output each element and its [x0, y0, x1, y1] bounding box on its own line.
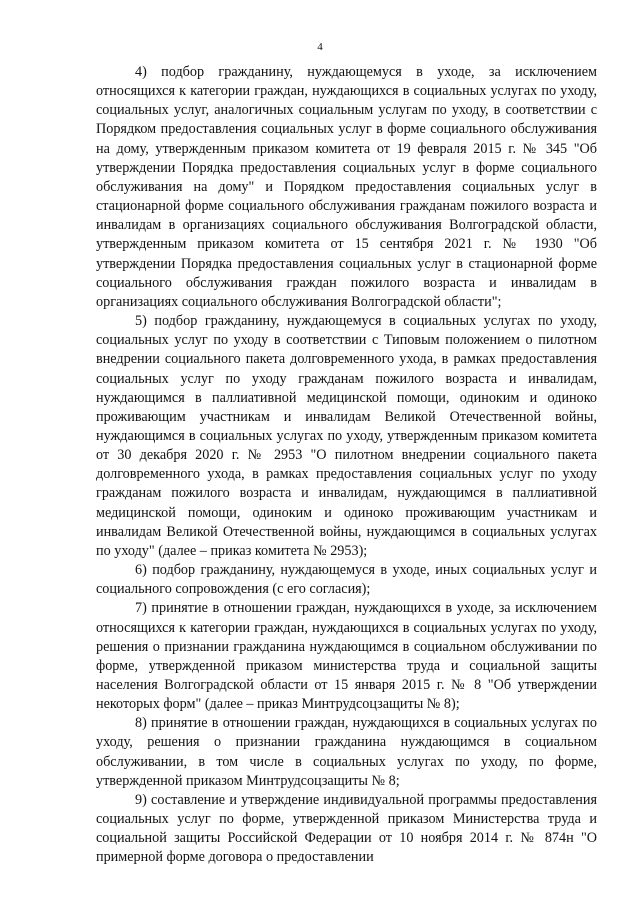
paragraph-item-8: 8) принятие в отношении граждан, нуждающихся в социальных услугах по уходу, решения о признании гражданина нуждающимся в социальном обслуживании, в том числе в социальных услугах по уходу, по форме, утвержденной приказом Минтрудсоцзащиты № 8;: [96, 715, 597, 789]
paragraph-item-7: 7) принятие в отношении граждан, нуждающихся в уходе, за исключением относящихся к категории граждан, нуждающихся в социальных услугах по уходу, решения о признании гражданина нуждающимся в социальном обслуживании по форме, утвержденной приказом министерства труда и социальной защиты населения Волгоградской области от 15 января 2015 г. № 8 "Об утверждении некоторых форм" (далее – приказ Минтрудсоцзащиты № 8);: [96, 600, 597, 713]
page-number: 4: [317, 41, 323, 53]
paragraph-item-9: 9) составление и утверждение индивидуальной программы предоставления социальных услуг по форме, утвержденной приказом Министерства труда и социальной защиты Российской Федерации от 10 ноября 2014 г. № 874н "О примерной форме договора о предоставлении: [96, 791, 597, 866]
paragraph-item-6: 6) подбор гражданину, нуждающемуся в уходе, иных социальных услуг и социального сопровождения (с его согласия);: [96, 562, 597, 598]
paragraph-item-5: 5) подбор гражданину, нуждающемуся в социальных услугах по уходу, социальных услуг по уходу в соответствии с Типовым положением о пилотном внедрении социального пакета долговременного ухода, в рамках предоставления социальных услуг по уходу гражданам пожилого возраста и инвалидам, нуждающимся в паллиативной медицинской помощи, одиноким и одиноко проживающим участникам и инвалидам Великой Отечественной войны, нуждающимся в социальных услугах по уходу, утвержденным приказом комитета от 30 декабря 2020 г. № 2953 "О пилотном внедрении социального пакета долговременного ухода, в рамках предоставления социальных услуг по уходу гражданам пожилого возраста и инвалидам, нуждающимся в паллиативной медицинской помощи, одиноким и одиноко проживающим участникам и инвалидам Великой Отечественной войны, нуждающимся в социальных услугах по уходу" (далее – приказ комитета № 2953);: [96, 313, 597, 559]
document-body: [96, 63, 597, 868]
paragraph-item-4: 4) подбор гражданину, нуждающемуся в уходе, за исключением относящихся к категории граждан, нуждающихся в социальных услугах по уходу, социальных услуг, аналогичных социальным услугам по уходу, в соответствии с Порядком предоставления социальных услуг в форме социального обслуживания на дому, утвержденным приказом комитета от 19 февраля 2015 г. № 345 "Об утверждении Порядка предоставления социальных услуг в форме социального обслуживания на дому" и Порядком предоставления социальных услуг в стационарной форме социального обслуживания гражданам пожилого возраста и инвалидам в организациях социального обслуживания Волгоградской области, утвержденным приказом комитета от 15 сентября 2021 г. № 1930 "Об утверждении Порядка предоставления социальных услуг в стационарной форме социального обслуживания граждан пожилого возраста и инвалидам в организациях социального обслуживания Волгоградской области";: [96, 64, 597, 310]
